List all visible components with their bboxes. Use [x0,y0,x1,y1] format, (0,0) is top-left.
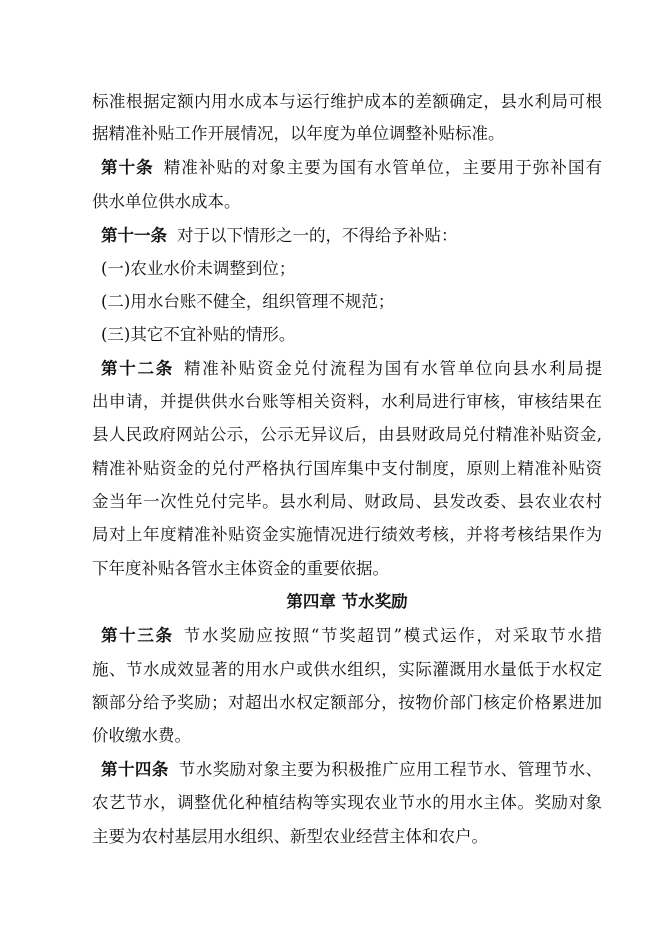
article-11-line-1 [101,223,602,249]
article-11-item-2: (二)用水台账不健全，组织管理不规范； [101,292,395,311]
article-13-text: 节水奖励应按照“节奖超罚”模式运作，对采取节水措 [183,626,602,645]
article-10-line-1 [101,155,602,181]
article-14-line-3: 主要为农村基层用水组织、新型农业经营主体和农户。 [92,827,488,846]
article-10-line-2: 供水单位供水成本。 [92,192,241,211]
intro-line-2: 据精准补贴工作开展情况，以年度为单位调整补贴标准。 [92,124,505,143]
article-13-line-3: 额部分给予奖励；对超出水权定额部分，按物价部门核定价格累进加 [92,693,602,712]
article-14-line-2: 农艺节水，调整优化种植结构等实现农业节水的用水主体。奖励对象 [92,793,602,812]
article-11-text: 对于以下情形之一的，不得给予补贴： [177,226,458,245]
article-10-text: 精准补贴的对象主要为国有水管单位，主要用于弥补国有 [163,158,602,177]
article-14-heading: 第十四条 [101,760,169,779]
chapter-4-heading: 第四章 节水奖励 [286,592,408,611]
intro-line-1: 标准根据定额内用水成本与运行维护成本的差额确定，县水利局可根 [92,92,602,111]
article-11-heading: 第十一条 [101,226,167,245]
article-12-line-2: 出申请，并提供供水台账等相关资料，水利局进行审核，审核结果在 [92,392,602,411]
article-10-heading: 第十条 [101,158,154,177]
article-12-text: 精准补贴资金兑付流程为国有水管单位向县水利局提 [184,359,602,378]
article-11-item-1: (一)农业水价未调整到位； [101,259,296,278]
article-14-line-1 [101,757,602,783]
article-12-line-3: 县人民政府网站公示，公示无异议后，由县财政局兑付精准补贴资金, [92,425,602,444]
article-12-line-6: 局对上年度精准补贴资金实施情况进行绩效考核，并将考核结果作为 [92,525,602,544]
article-12-line-1 [101,356,602,382]
article-12-line-4: 精准补贴资金的兑付严格执行国库集中支付制度，原则上精准补贴资 [92,459,602,478]
article-13-line-4: 价收缴水费。 [92,726,191,745]
article-13-heading: 第十三条 [101,626,174,645]
article-12-line-7: 下年度补贴各管水主体资金的重要依据。 [92,559,389,578]
article-11-item-3: (三)其它不宜补贴的情形。 [101,325,296,344]
article-13-line-2: 施、节水成效显著的用水户或供水组织，实际灌溉用水量低于水权定 [92,660,602,679]
article-12-line-5: 金当年一次性兑付完毕。县水利局、财政局、县发改委、县农业农村 [92,492,602,511]
article-14-text: 节水奖励对象主要为积极推广应用工程节水、管理节水、 [178,760,602,779]
article-12-heading: 第十二条 [101,359,174,378]
article-13-line-1 [101,623,602,649]
